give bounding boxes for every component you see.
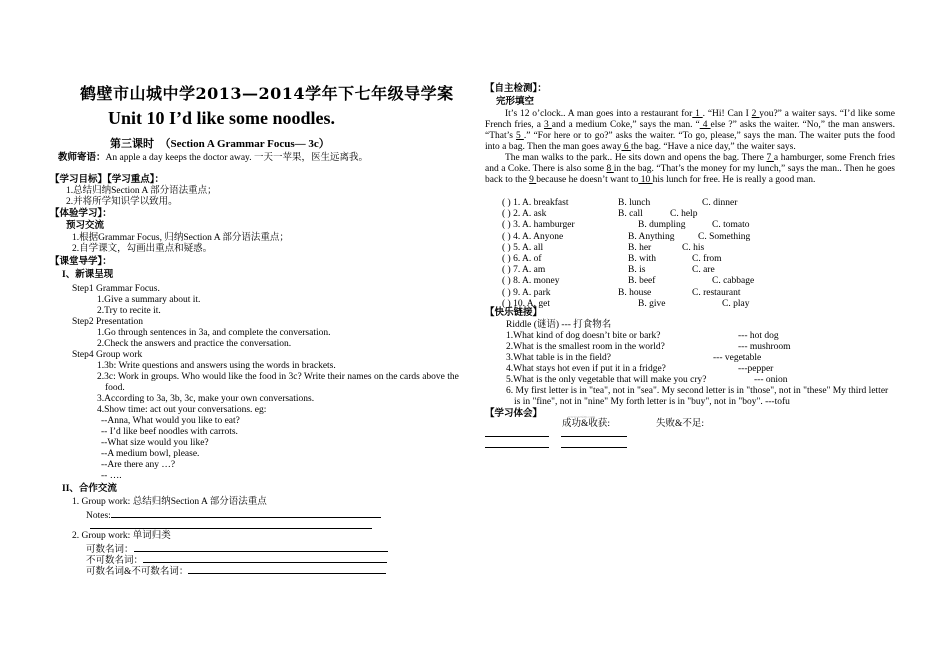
motto-text: An apple a day keeps the doctor away. 一天一苹果，医生远离我。: [105, 153, 368, 163]
cloze-blank[interactable]: 5: [516, 131, 524, 141]
step1-item: 1.Give a summary about it.: [97, 295, 201, 305]
cloze-blank[interactable]: 8: [606, 164, 614, 174]
question-option-c: C. from: [692, 254, 722, 264]
riddle-6b: is in "fine", not in "nine" My forth letter is in "buy", not in "boy". ---tofu: [514, 397, 790, 407]
question-option-b: B. is: [628, 265, 646, 276]
cloze-text: the bag. “Have a nice day,” the waiter says.: [630, 142, 796, 152]
cloze-text: you?” a waiter says. “I’d like some French fries, a: [485, 109, 896, 130]
riddle-6: 6. My first letter is in "tea", not in "sea". My second letter is in "those", not in "these" My third letter: [506, 386, 889, 396]
cloze-paragraph-1: [485, 109, 895, 153]
question-option-a[interactable]: ( ) 3. A. hamburger: [502, 220, 575, 231]
cloze-blank[interactable]: 7: [766, 153, 774, 163]
watermark: www.zzstep.com: [568, 414, 596, 419]
notes-label: Notes:: [86, 511, 111, 521]
page-title: 鹤壁市山城中学2013—2014学年下七年级导学案: [80, 84, 454, 103]
dialog-line: --A medium bowl, please.: [101, 449, 200, 459]
dialog-line: --Anna, What would you like to eat?: [101, 416, 240, 426]
teacher-motto: [58, 153, 368, 164]
riddle-answer: ---pepper: [738, 364, 774, 374]
question-option-b: B. beef: [628, 276, 656, 287]
uncountable-label: 不可数名词：: [86, 556, 144, 566]
lesson-title: 第三课时 （Section A Grammar Focus— 3c）: [110, 138, 330, 150]
cloze-text: in the bag. “That’s the money for my lunch,” says the man.. Then he goes back to the: [485, 164, 895, 185]
cloze-text: and a medium Coke,” says the man. “: [551, 120, 700, 130]
goals-heading: 【学习目标】【学习重点】：: [50, 175, 165, 185]
question-option-a[interactable]: ( ) 7. A. am: [502, 265, 546, 276]
dialog-line: --Are there any …?: [101, 460, 176, 470]
step1: Step1 Grammar Focus.: [72, 284, 160, 294]
reflect-line[interactable]: [485, 438, 549, 448]
question-option-c: C. restaurant: [692, 287, 741, 298]
unit-title: Unit 10 I’d like some noodles.: [108, 108, 336, 128]
cloze-heading: 完形填空: [496, 97, 535, 107]
cloze-text: a hamburger, some French fries and a Coke. There is also some: [485, 153, 895, 174]
question-option-c: C. are: [692, 265, 715, 276]
riddle-answer: --- hot dog: [738, 331, 779, 341]
group-work-2: 2. Group work: 单词归类: [72, 531, 171, 541]
failure-label: 失败&不足:: [656, 419, 705, 429]
riddle-question: 3.What table is in the field?: [506, 353, 611, 363]
check-heading: 【自主检测】：: [485, 84, 547, 94]
riddle-answer: --- mushroom: [738, 342, 791, 352]
uncountable-line[interactable]: [143, 553, 387, 563]
cloze-text: It’s 12 o’clock.. A man goes into a restaurant for: [505, 109, 693, 119]
guide-heading: 【课堂导学】：: [50, 257, 112, 267]
step4: Step4 Group work: [72, 350, 143, 360]
cloze-blank[interactable]: 2: [751, 109, 760, 119]
step4-item: 2.3c: Work in groups. Who would like the food in 3c? Write their names on the cards above the: [97, 372, 459, 382]
notes-line[interactable]: [111, 508, 381, 518]
riddle-question: 1.What kind of dog doesn’t bite or bark?: [506, 331, 661, 341]
cloze-paragraph-2: [485, 153, 895, 186]
riddle-row: [506, 342, 791, 353]
question-option-c: C. cabbage: [712, 276, 755, 287]
reflect-lines: [485, 438, 627, 452]
reflect-line[interactable]: [561, 427, 627, 437]
cloze-blank[interactable]: 10: [638, 175, 653, 185]
countable-line[interactable]: [134, 542, 388, 552]
goal-item: 2.并将所学知识学以致用。: [66, 197, 178, 207]
question-option-c: C. tomato: [712, 220, 750, 231]
step4-item: 1.3b: Write questions and answers using the words in brackets.: [97, 361, 336, 371]
fun-heading: 【快乐链接】: [485, 308, 543, 318]
dialog-line: --What size would you like?: [101, 438, 209, 448]
riddle-row: [506, 364, 774, 375]
cloze-text: else ?” asks the waiter. “No,” the man answers. “That’s: [485, 120, 895, 141]
question-option-c: C. his: [682, 242, 705, 253]
riddle-question: 2.What is the smallest room in the world?: [506, 342, 665, 352]
dialog-line: -- ….: [101, 471, 122, 481]
question-option-a[interactable]: ( ) 10. A. get: [502, 298, 551, 309]
cloze-blank[interactable]: 9: [529, 175, 537, 185]
step1-item: 2.Try to recite it.: [97, 306, 161, 316]
cloze-blank[interactable]: 1: [692, 109, 703, 119]
reflect-line[interactable]: [561, 438, 627, 448]
question-option-b: B. with: [628, 254, 656, 264]
cloze-blank[interactable]: 3: [543, 120, 552, 130]
question-option-a[interactable]: ( ) 2. A. ask: [502, 209, 547, 220]
preview-item: 1.根据Grammar Focus, 归纳Section A 部分语法重点；: [72, 233, 289, 243]
riddle-row: [506, 353, 762, 364]
cloze-blank[interactable]: 4: [699, 120, 711, 130]
step4-item: 4.Show time: act out your conversations. eg:: [97, 405, 267, 415]
step4-item: food.: [105, 383, 125, 393]
question-option-a[interactable]: ( ) 9. A. park: [502, 287, 551, 298]
cloze-text: .” “For here or to go?” asks the waiter. “To go, please,” says the man. The waiter puts the food into a bag. Then the man goes away: [485, 131, 895, 152]
section-new-lesson: I、新课呈现: [62, 270, 114, 280]
question-option-a[interactable]: ( ) 6. A. of: [502, 254, 542, 264]
riddle-answer: --- onion: [754, 375, 788, 385]
question-option-b: B. house: [618, 287, 652, 298]
step4-item: 3.According to 3a, 3b, 3c, make your own conversations.: [97, 394, 315, 404]
section-cooperation: II、合作交流: [62, 484, 117, 494]
riddle-question: 4.What stays hot even if put it in a fridge?: [506, 364, 666, 374]
both-label: 可数名词&不可数名词：: [86, 567, 189, 577]
riddle-answer: --- vegetable: [713, 353, 762, 363]
group-work-1: 1. Group work: 总结归纳Section A 部分语法重点: [72, 497, 267, 507]
cloze-blank[interactable]: 6: [621, 142, 631, 152]
question-option-a[interactable]: ( ) 1. A. breakfast: [502, 198, 569, 208]
riddle-row: [506, 331, 779, 342]
riddle-title: Riddle (谜语) --- 打食物名: [506, 320, 612, 330]
step2: Step2 Presentation: [72, 317, 143, 327]
notes-line[interactable]: [90, 519, 372, 529]
reflect-line[interactable]: [485, 427, 549, 437]
question-option-c: C. play: [722, 298, 750, 309]
question-option-b: B. her: [628, 242, 652, 253]
question-option-c: C. dinner: [702, 198, 738, 208]
question-option-b: B. Anything: [628, 231, 675, 242]
goal-item: 1.总结归纳Section A 部分语法重点；: [66, 186, 217, 196]
question-option-b: B. dumpling: [638, 220, 686, 231]
question-option-a[interactable]: ( ) 4. A. Anyone: [502, 231, 564, 242]
cloze-text: his lunch for free. He is really a good man.: [652, 175, 816, 185]
question-option-c: C. help: [670, 209, 698, 220]
question-option-a[interactable]: ( ) 8. A. money: [502, 276, 560, 287]
cloze-text: because he doesn’t want to: [536, 175, 639, 185]
cloze-text: The man walks to the park.. He sits down and opens the bag. There: [505, 153, 767, 163]
question-option-b: B. lunch: [618, 198, 651, 208]
cloze-text: . “Hi! Can I: [702, 109, 752, 119]
countable-label: 可数名词：: [86, 545, 134, 555]
success-label: 成功&收获:: [562, 419, 611, 429]
riddle-question: 5.What is the only vegetable that will make you cry?: [506, 375, 707, 385]
preview-heading: 预习交流: [66, 221, 105, 231]
question-option-b: B. give: [638, 298, 666, 309]
both-line[interactable]: [188, 564, 386, 574]
riddle-row: [506, 375, 788, 386]
question-option-a[interactable]: ( ) 5. A. all: [502, 242, 544, 253]
dialog-line: -- I’d like beef noodles with carrots.: [101, 427, 238, 437]
experience-heading: 【体验学习】：: [50, 209, 112, 219]
motto-label: 教师寄语：: [58, 153, 106, 163]
question-option-b: B. call: [618, 209, 643, 220]
preview-item: 2.自学课文，勾画出重点和疑惑。: [72, 244, 213, 254]
question-option-c: C. Something: [698, 231, 751, 242]
step2-item: 2.Check the answers and practice the conversation.: [97, 339, 292, 349]
step2-item: 1.Go through sentences in 3a, and complete the conversation.: [97, 328, 331, 338]
both-row: [86, 564, 386, 578]
reflect-heading: 【学习体会】: [485, 409, 543, 419]
